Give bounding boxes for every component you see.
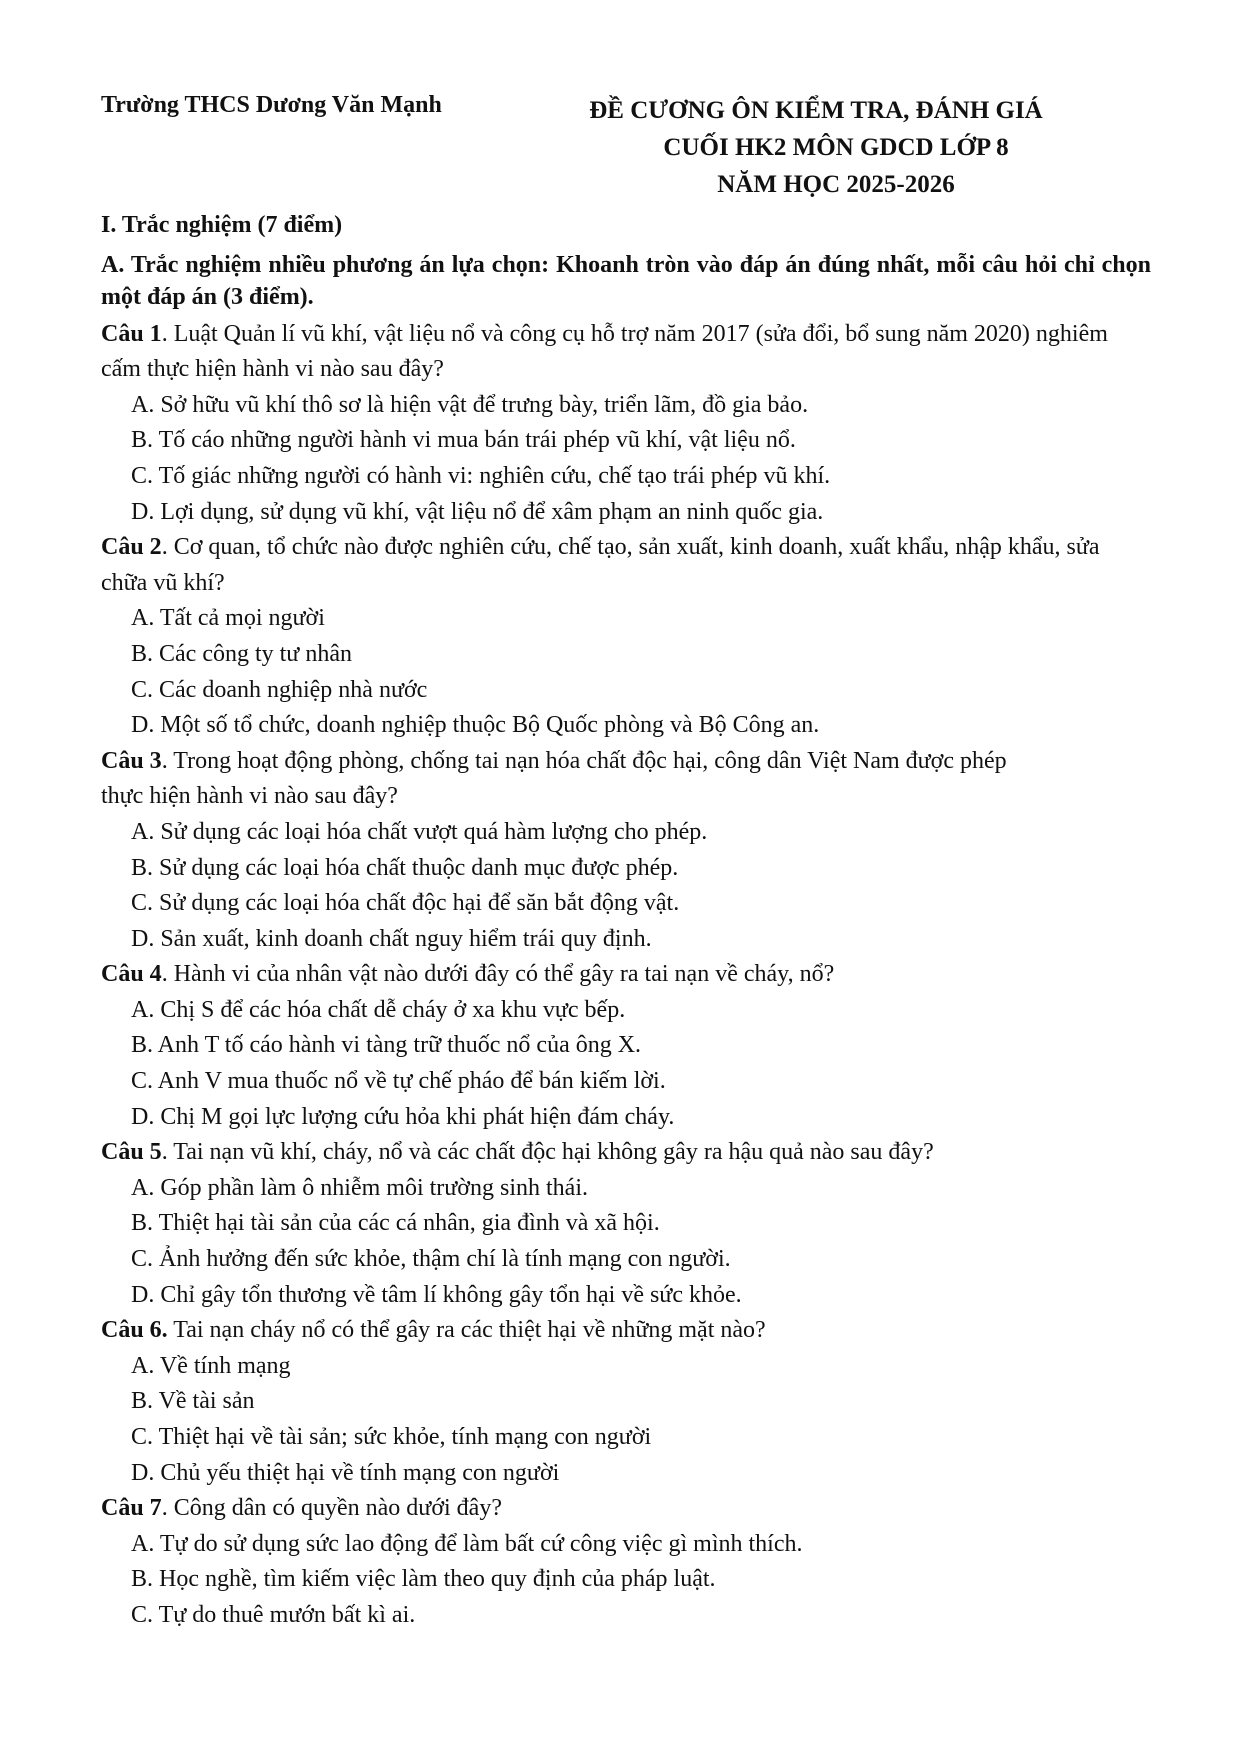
title-line-3: NĂM HỌC 2025-2026 — [717, 171, 955, 198]
option-a: A. Tất cả mọi người — [131, 605, 325, 632]
instruction-text: . Trắc nghiệm nhiều phương án lựa chọn: Khoanh tròn vào đáp án đúng nhất, mỗi câu hỏi chỉ chọn một đáp án (3 điểm). — [101, 251, 1151, 310]
option-b: B. Học nghề, tìm kiếm việc làm theo quy định của pháp luật. — [131, 1566, 716, 1593]
title-line-1: ĐỀ CƯƠNG ÔN KIỂM TRA, ĐÁNH GIÁ — [589, 97, 1043, 124]
question-stem — [101, 1313, 1151, 1349]
document-title — [556, 92, 1116, 203]
option-a: A. Chị S để các hóa chất dễ cháy ở xa khu vực bếp. — [131, 996, 626, 1023]
option-d: D. Chỉ gây tổn thương về tâm lí không gây tổn hại về sức khỏe. — [131, 1281, 742, 1308]
option-d: D. Lợi dụng, sử dụng vũ khí, vật liệu nổ để xâm phạm an ninh quốc gia. — [131, 498, 824, 525]
option-c: C. Anh V mua thuốc nổ về tự chế pháo để bán kiếm lời. — [131, 1068, 666, 1095]
option-b: B. Về tài sản — [131, 1388, 255, 1415]
question-stem — [101, 1491, 1151, 1527]
question-7 — [101, 1491, 1151, 1633]
option-b: B. Anh T tố cáo hành vi tàng trữ thuốc nổ của ông X. — [131, 1032, 642, 1059]
school-name: Trường THCS Dương Văn Mạnh — [101, 92, 442, 118]
option-d: D. Một số tổ chức, doanh nghiệp thuộc Bộ Quốc phòng và Bộ Công an. — [131, 712, 820, 739]
question-4 — [101, 957, 1151, 1135]
option-c: C. Tố giác những người có hành vi: nghiên cứu, chế tạo trái phép vũ khí. — [131, 462, 831, 489]
part-label: A — [101, 251, 119, 278]
question-number: Câu 7 — [101, 1495, 162, 1522]
title-line-2: CUỐI HK2 MÔN GDCD LỚP 8 — [663, 134, 1009, 161]
question-2 — [101, 530, 1151, 744]
document-body — [101, 208, 1151, 1634]
question-text: . Tai nạn vũ khí, cháy, nổ và các chất độc hại không gây ra hậu quả nào sau đây? — [161, 1139, 934, 1166]
option-a: A. Về tính mạng — [131, 1352, 291, 1379]
option-c: C. Ảnh hưởng đến sức khỏe, thậm chí là tính mạng con người. — [131, 1246, 731, 1273]
question-stem — [101, 957, 1151, 993]
question-3 — [101, 744, 1151, 958]
option-c: C. Tự do thuê mướn bất kì ai. — [131, 1601, 416, 1628]
option-c: C. Các doanh nghiệp nhà nước — [131, 676, 428, 703]
question-5 — [101, 1135, 1151, 1313]
option-a: A. Góp phần làm ô nhiễm môi trường sinh thái. — [131, 1174, 588, 1201]
question-stem — [101, 530, 1151, 601]
section-title: I. Trắc nghiệm (7 điểm) — [101, 212, 343, 238]
question-number: Câu 6. — [101, 1317, 168, 1344]
option-b: B. Thiệt hại tài sản của các cá nhân, gia đình và xã hội. — [131, 1210, 660, 1237]
question-text: . Luật Quản lí vũ khí, vật liệu nổ và công cụ hỗ trợ năm 2017 (sửa đổi, bổ sung năm 2020) nghiêm cấm thực hiện hành vi nào sau đây? — [101, 320, 1108, 383]
option-c: C. Thiệt hại về tài sản; sức khỏe, tính mạng con người — [131, 1424, 652, 1450]
question-text: . Công dân có quyền nào dưới đây? — [161, 1495, 502, 1522]
question-text: Tai nạn cháy nổ có thể gây ra các thiệt hại về những mặt nào? — [167, 1317, 766, 1344]
document-header — [101, 92, 1151, 202]
question-stem — [101, 744, 1151, 815]
question-number: Câu 2 — [101, 534, 162, 561]
option-a: A. Tự do sử dụng sức lao động để làm bất cứ công việc gì mình thích. — [131, 1530, 803, 1557]
question-number: Câu 4 — [101, 961, 162, 988]
question-text: . Trong hoạt động phòng, chống tai nạn hóa chất độc hại, công dân Việt Nam được phép thực hiện hành vi nào sau đây? — [101, 747, 1007, 810]
question-1 — [101, 317, 1151, 531]
question-number: Câu 5 — [101, 1139, 162, 1166]
option-d: D. Chị M gọi lực lượng cứu hỏa khi phát hiện đám cháy. — [131, 1103, 675, 1130]
question-text: . Hành vi của nhân vật nào dưới đây có thể gây ra tai nạn về cháy, nổ? — [161, 961, 835, 988]
question-text: . Cơ quan, tổ chức nào được nghiên cứu, chế tạo, sản xuất, kinh doanh, xuất khẩu, nhập khẩu, sửa chữa vũ khí? — [101, 534, 1100, 596]
option-b: B. Tố cáo những người hành vi mua bán trái phép vũ khí, vật liệu nổ. — [131, 427, 796, 454]
question-number: Câu 3 — [101, 747, 162, 774]
option-a: A. Sử dụng các loại hóa chất vượt quá hàm lượng cho phép. — [131, 818, 708, 845]
option-d: D. Sản xuất, kinh doanh chất nguy hiểm trái quy định. — [131, 925, 652, 952]
option-a: A. Sở hữu vũ khí thô sơ là hiện vật để trưng bày, triển lãm, đồ gia bảo. — [131, 391, 809, 418]
option-b: B. Các công ty tư nhân — [131, 640, 352, 667]
option-b: B. Sử dụng các loại hóa chất thuộc danh mục được phép. — [131, 854, 679, 881]
option-d: D. Chủ yếu thiệt hại về tính mạng con người — [131, 1459, 560, 1486]
section-instruction — [101, 249, 1151, 313]
question-6 — [101, 1313, 1151, 1491]
question-stem — [101, 1135, 1151, 1171]
option-c: C. Sử dụng các loại hóa chất độc hại để săn bắt động vật. — [131, 890, 680, 917]
question-stem — [101, 317, 1151, 388]
question-number: Câu 1 — [101, 320, 162, 347]
